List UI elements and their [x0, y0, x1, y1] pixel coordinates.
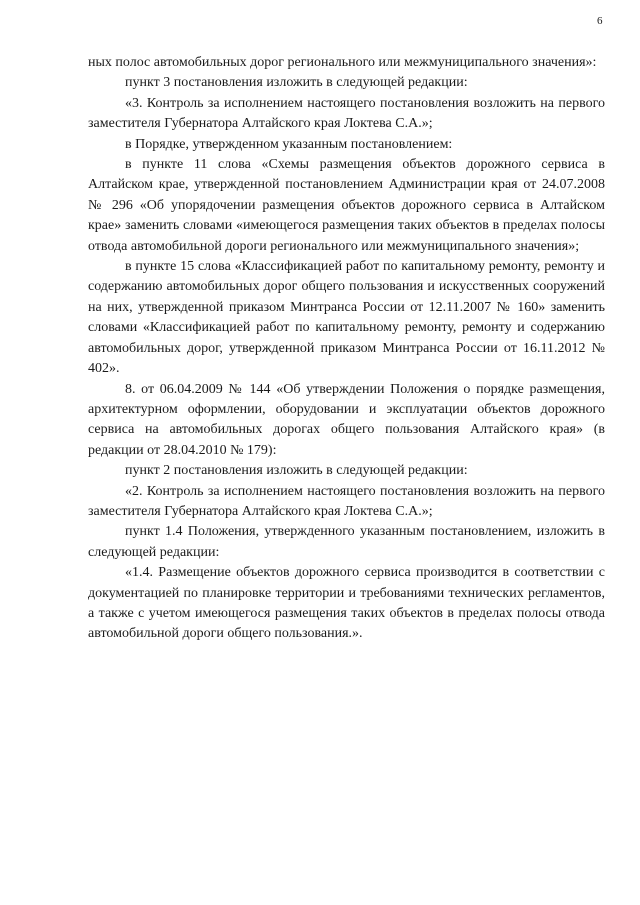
paragraph-point-1-4-intro: пункт 1.4 Положения, утвержденного указанным постановлением, изложить в следующей редакции:: [88, 524, 605, 560]
paragraph-point-3-intro: пункт 3 постановления изложить в следующей редакции:: [125, 75, 468, 91]
document-body: [88, 53, 605, 645]
paragraph-point-1-4-text: «1.4. Размещение объектов дорожного сервиса производится в соответствии с документацией по планировке территории и требованиями технических регламентов, а также с учетом имеющегося размещения таких объектов в пределах полосы отвода автомобильной дороги общего пользования.».: [88, 565, 605, 642]
paragraph-order-intro: в Порядке, утвержденном указанным постановлением:: [125, 136, 453, 152]
paragraph-point-2-text: «2. Контроль за исполнением настоящего постановления возложить на первого заместителя Губернатора Алтайского края Локтева С.А.»;: [88, 483, 605, 519]
paragraph-point-11: в пункте 11 слова «Схемы размещения объектов дорожного сервиса в Алтайском крае, утвержденной постановлением Администрации края от 24.07.2008 № 296 «Об упорядочении размещения объектов дорожного сервиса в Алтайском крае» заменить словами «имеющегося размещения таких объектов в пределах полосы отвода автомобильной дороги регионального или межмуниципального значения»;: [88, 157, 605, 254]
paragraph-point-2-intro: пункт 2 постановления изложить в следующей редакции:: [125, 463, 468, 479]
paragraph-item-8: 8. от 06.04.2009 № 144 «Об утверждении Положения о порядке размещения, архитектурном оформлении, оборудовании и эксплуатации объектов дорожного сервиса на автомобильных дорогах общего пользования Алтайского края» (в редакции от 28.04.2010 № 179):: [88, 381, 605, 458]
paragraph-point-15: в пункте 15 слова «Классификацией работ по капитальному ремонту, ремонту и содержанию автомобильных дорог общего пользования и искусственных сооружений на них, утвержденной приказом Минтранса России от 12.11.2007 № 160» заменить словами «Классификацией работ по капитальному ремонту, ремонту и содержанию автомобильных дорог, утвержденной приказом Минтранса России от 16.11.2012 № 402».: [88, 259, 605, 377]
page-number: 6: [597, 15, 603, 27]
paragraph-continuation: ных полос автомобильных дорог регионального или межмуниципального значения»:: [88, 55, 597, 70]
paragraph-point-3-text: «3. Контроль за исполнением настоящего постановления возложить на первого заместителя Губернатора Алтайского края Локтева С.А.»;: [88, 95, 605, 132]
